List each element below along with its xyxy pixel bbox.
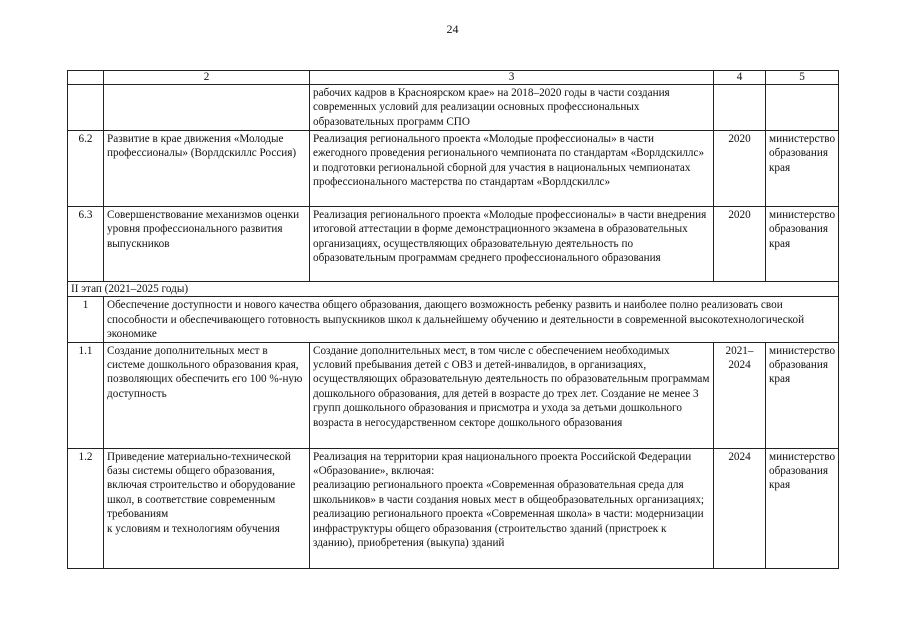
table-row (68, 342, 839, 448)
table-header-row (68, 71, 839, 85)
header-col-3: 3 (310, 71, 714, 85)
goal-row (68, 297, 839, 342)
row-name: Совершенствование механизмов оценки уровня профессионального развития выпускников (104, 207, 310, 282)
row-responsible: министерство образования края (766, 131, 839, 207)
row-responsible: министерство образования края (766, 448, 839, 568)
row-year: 2020 (714, 207, 766, 282)
goal-number: 1 (68, 297, 104, 342)
row-name: Приведение материально-технической базы системы общего образования, включая строительство и оборудование школ, в соответствие современным требованиям к условиям и технологиям обучения (104, 448, 310, 568)
row-year: 2021–2024 (714, 342, 766, 448)
plan-table (67, 70, 839, 569)
table-row (68, 131, 839, 207)
goal-text: Обеспечение доступности и нового качества общего образования, дающего возможность ребенку развить и наиболее полно реализовать свои способности и обеспечивающего готовность выпускников школ к дальнейшему обучению и деятельности в современной высокотехнологической экономике (104, 297, 839, 342)
row-number: 6.2 (68, 131, 104, 207)
row-name (104, 85, 310, 131)
row-number (68, 85, 104, 131)
row-description: Реализация регионального проекта «Молодые профессионалы» в части ежегодного проведения регионального чемпионата по стандартам «Ворлдскиллс» и подготовки региональной сборной для участия в национальных чемпионатах профессионального мастерства по стандартам «Ворлдскиллс» (310, 131, 714, 207)
row-responsible: министерство образования края (766, 207, 839, 282)
row-description: рабочих кадров в Красноярском крае» на 2018–2020 годы в части создания современных условий для реализации основных профессиональных образовательных программ СПО (310, 85, 714, 131)
header-col-2: 2 (104, 71, 310, 85)
row-year: 2024 (714, 448, 766, 568)
table-row (68, 85, 839, 131)
table-row (68, 207, 839, 282)
row-number: 6.3 (68, 207, 104, 282)
row-description: Реализация регионального проекта «Молодые профессионалы» в части внедрения итоговой аттестации в форме демонстрационного экзамена в образовательных организациях, осуществляющих образовательную деятельность по образовательным программам среднего профессионального образования (310, 207, 714, 282)
row-number: 1.1 (68, 342, 104, 448)
row-responsible: министерство образования края (766, 342, 839, 448)
header-col-4: 4 (714, 71, 766, 85)
header-col-1 (68, 71, 104, 85)
stage-row (68, 282, 839, 297)
row-year (714, 85, 766, 131)
header-col-5: 5 (766, 71, 839, 85)
row-number: 1.2 (68, 448, 104, 568)
row-year: 2020 (714, 131, 766, 207)
page-number: 24 (446, 22, 459, 36)
row-description: Реализация на территории края национального проекта Российской Федерации «Образование», включая: реализацию регионального проекта «Современная образовательная среда для школьников» в части создания новых мест в общеобразовательных организациях; реализацию регионального проекта «Современная школа» в части: модернизации инфраструктуры общего образования (строительство зданий (пристроек к зданию), приобретения (выкупа) зданий (310, 448, 714, 568)
row-description: Создание дополнительных мест, в том числе с обеспечением необходимых условий пребывания детей с ОВЗ и детей-инвалидов, в организациях, осуществляющих образовательную деятельность по образовательным программам дошкольного образования, для детей в возрасте до трех лет. Создание не менее 3 групп дошкольного образования и присмотра и ухода за детьми дошкольного возраста в негосударственном секторе дошкольного образования (310, 342, 714, 448)
row-name: Развитие в крае движения «Молодые профессионалы» (Ворлдскиллс Россия) (104, 131, 310, 207)
table-row (68, 448, 839, 568)
row-responsible (766, 85, 839, 131)
stage-title: II этап (2021–2025 годы) (68, 282, 839, 297)
row-name: Создание дополнительных мест в системе дошкольного образования края, позволяющих обеспечить его 100 %-ную доступность (104, 342, 310, 448)
